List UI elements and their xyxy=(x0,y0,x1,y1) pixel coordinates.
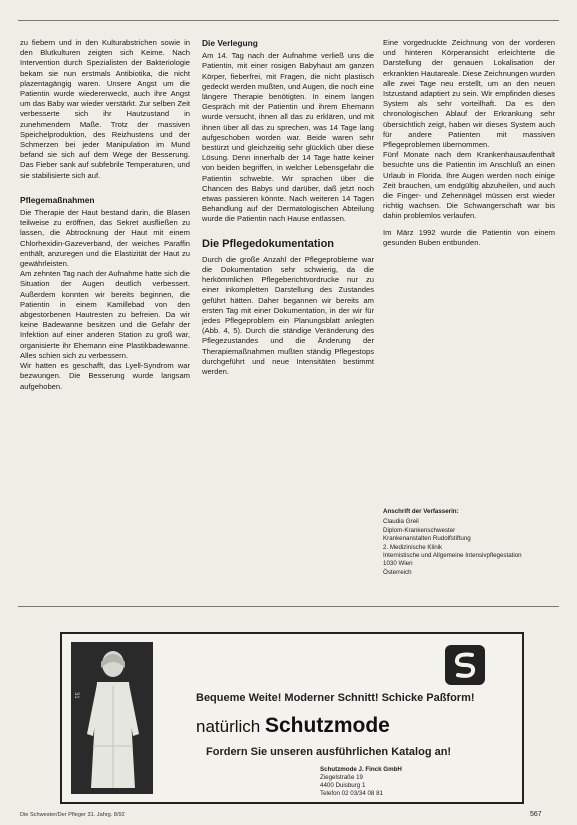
col3-paragraph-1: Eine vorgedruckte Zeichnung von der vorderen und hinteren Körperansicht erleichterte die Darstellung der genauen Lokalisation der erkrankten Hautareale. Diese Zeichnungen wurden alle zwei Tage neu erstellt, um an den neuen Istzustand adaptiert zu sein. Wir empfinden dieses System als sehr vorteilhaft. Da es den chronologischen Ablauf der Erkrankung sehr übersichtlich zeigt, haben wir dieses System auch für andere Patienten mit massiven Pflegeproblemen übernommen. xyxy=(383,38,555,150)
section-divider xyxy=(18,606,559,607)
col3-paragraph-2: Fünf Monate nach dem Krankenhausaufenthalt besuchte uns die Patientin im Anschluß an einen Urlaub in Florida. Ihre Augen werden noch einige Zeit brauchen, um endgültig abzuheilen, und auch die Finger- und Zehennägel müssen erst wieder richtig wachsen. Die Schwangerschaft war bis dahin problemlos verlaufen. xyxy=(383,150,555,221)
column-2 xyxy=(202,38,374,377)
ad-headline-prefix: natürlich xyxy=(196,717,261,736)
col1-paragraph-1: zu fiebern und in den Kulturabstrichen sowie in den Blutkulturen zeigten sich Keime. Nach Intervention durch Spezialisten der Bakteriologie bekam sie nun erstmals Antibiotika, die nicht plazentagängig waren. Unsere Angst um die Patientin wurde wiedererweckt, auch ihre Angst um das Baby war wieder verstärkt. Zur selben Zeit verbesserte sich ihr Hautzustand in zunehmendem Maße. Trotz der massiven Speichelproduktion, des Reizhustens und der Schmerzen bei jeder Manipulation im Mund befand sie sich auf dem Wege der Besserung. Das Fieber sank auf subfebrile Temperaturen, und sie stabilisierte sich auf. xyxy=(20,38,190,180)
ad-call-to-action: Fordern Sie unseren ausführlichen Katalog an! xyxy=(206,746,452,758)
ad-slogan: Bequeme Weite! Moderner Schnitt! Schicke Paßform! xyxy=(196,692,475,704)
section-heading-verlegung: Die Verlegung xyxy=(202,38,258,48)
ad-address-line: Ziegelstraße 19 xyxy=(320,774,363,781)
ad-address-line: 4400 Duisburg 1 xyxy=(320,782,366,789)
address-heading: Anschrift der Verfasserin: xyxy=(383,508,459,515)
ad-company-name: Schutzmode J. Finck GmbH xyxy=(320,766,402,773)
ad-brand-name: Schutzmode xyxy=(265,714,390,737)
col3-paragraph-3: Im März 1992 wurde die Patientin von einem gesunden Buben entbunden. xyxy=(383,227,555,247)
col2-paragraph-1: Am 14. Tag nach der Aufnahme verließ uns die Patientin, mit einer rosigen Babyhaut am ganzen Körper, fieberfrei, mit Fragen, die nicht plastisch gedeckt werden mußten, und Augen, die noch eine längere Therapie benötigten. In einem langen Gespräch mit der Patientin und ihrem Ehemann wurde versucht, ihnen all das zu erklären, und mit ihnen über all das zu sprechen, was 14 Tage lang aufgeschoben worden war. Beide waren sehr bestürzt und gleichzeitig sehr glücklich über diese Lösung. Denn innerhalb der 14 Tage hatte keiner von beiden begriffen, in welcher Lebensgefahr die Patientin schwebte. Wir sprachen über die Chancen des Babys und darüber, daß jetzt noch etwas passieren könnte. Nach weiteren 14 Tagen Behandlung auf der Dermatologischen Abteilung wurde die Patientin nach Hause entlassen. xyxy=(202,51,374,224)
ad-photo xyxy=(71,642,153,794)
address-line: Krankenanstalten Rudolfstiftung xyxy=(383,535,471,543)
col1-paragraph-4: Wir hatten es geschafft, das Lyell-Syndrom war bezwungen. Die Besserung wurde langsam aufgehoben. xyxy=(20,361,190,391)
address-line: Österreich xyxy=(383,568,412,576)
address-line: 1030 Wien xyxy=(383,560,413,568)
section-heading-pflegedokumentation: Die Pflegedokumentation xyxy=(202,237,335,250)
author-address xyxy=(383,508,555,577)
ad-address xyxy=(320,766,402,798)
page-number: 567 xyxy=(530,811,542,818)
ad-headline xyxy=(196,714,390,738)
address-line: Claudia Greil xyxy=(383,518,419,526)
journal-footer: Die Schwester/Der Pfleger 31. Jahrg. 8/92 xyxy=(20,812,125,818)
nurse-figure-image xyxy=(71,642,153,794)
address-line: Internistische und Allgemeine Intensivpflegestation xyxy=(383,552,522,560)
col1-paragraph-2: Die Therapie der Haut bestand darin, die Blasen teilweise zu eröffnen, das Sekret ausfließen zu lassen, die Abtrocknung der Haut mit einem Chlorhexidin-Gazeverband, der weiches Paraffin enthält, anzuregen und die Elastizität der Haut zu gewährleisten. xyxy=(20,208,190,269)
top-rule xyxy=(18,20,559,21)
col1-paragraph-3: Am zehnten Tag nach der Aufnahme hatte sich die Situation der Augen deutlich verbessert. Außerdem konnten wir bereits beginnen, die Patientin in einem Kamillebad von den abgestorbenen Hautresten zu befreien. Da wir keine Badewanne besitzen und die Gefahr der Infektion auf einer anderen Station zu groß war, organisierte ihr Ehemann eine Plastikbadewanne. Alles schien sich zu verbessern. xyxy=(20,269,190,360)
section-heading-pflegemassnahmen: Pflegemaßnahmen xyxy=(20,194,95,205)
address-line: Diplom-Krankenschwester xyxy=(383,526,456,534)
schutzmode-logo-icon xyxy=(444,644,486,686)
column-3 xyxy=(383,38,555,248)
col2-paragraph-2: Durch die große Anzahl der Pflegeprobleme war die Dokumentation sehr schwierig, da die herkömmlichen Pflegeberichtvordrucke nur zu einer inkompletten Darstellung des Zustandes geführt hätten. Daher begannen wir bereits am ersten Tag mit einer Dokumentation, in der wir für jedes Pflegeproblem ein Planungsblatt anlegten (Abb. 4, 5). Durch die ständige Veränderung des Pflegezustandes und die Änderung der Therapiemaßnahmen mußten ständig Pflegestops durchgeführt und neue Intensitäten bestimmt werden. xyxy=(202,254,374,377)
photo-side-number: 31 xyxy=(73,692,79,699)
advertisement xyxy=(60,632,524,804)
ad-phone: Telefon 02 03/34 08 81 xyxy=(320,790,383,797)
address-line: 2. Medizinische Klinik xyxy=(383,543,443,551)
column-1 xyxy=(20,38,190,392)
